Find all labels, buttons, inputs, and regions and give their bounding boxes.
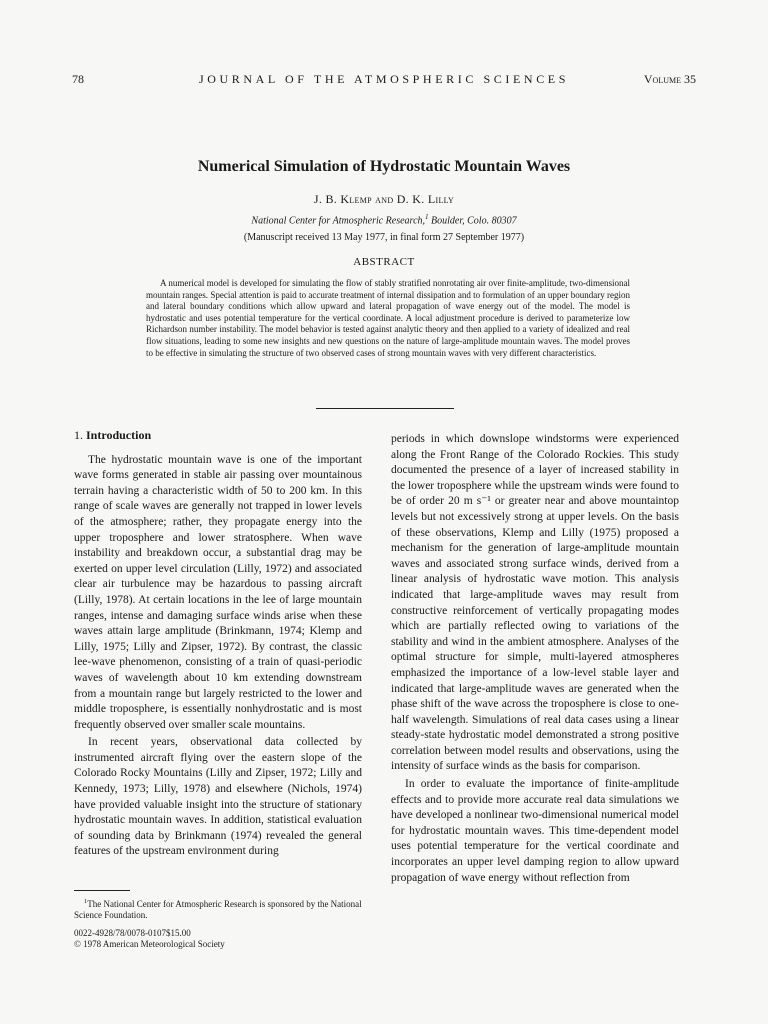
paragraph: In recent years, observational data collected by instrumented aircraft flying over the eastern slope of the Colorado Rocky Mountains (Lilly and Zipser, 1972; Lilly and Kennedy, 1973; Lilly, 1978) and elsewhere (Nichols, 1974) have provided valuable insight into the structure of stationary hydrostatic mountain waves. In addition, statistical evaluation of sounding data by Brinkmann (1974) revealed the general features of the upstream environment during: [74, 736, 362, 858]
affiliation-institution: National Center for Atmospheric Research,: [251, 215, 426, 227]
paper-title: Numerical Simulation of Hydrostatic Mountain Waves: [197, 158, 571, 175]
journal-name: JOURNAL OF THE ATMOSPHERIC SCIENCES: [198, 72, 570, 86]
manuscript-dates: (Manuscript received 13 May 1977, in final form 27 September 1977): [243, 232, 525, 243]
author-list: J. B. Klemp and D. K. Lilly: [313, 192, 455, 206]
section-heading: [74, 428, 362, 444]
affiliation: [0, 213, 768, 226]
footnote: [74, 896, 362, 921]
affiliation-footnote-mark: 1: [425, 213, 429, 221]
paragraph: periods in which downslope windstorms were experienced along the Front Range of the Colorado Rockies. This study documented the presence of a layer of increased stability in the lower troposphere while the upstream winds were found to be of order 20 m s⁻¹ or greater near and above mountaintop levels but not excessively strong at upper levels. On the basis of these observations, Klemp and Lilly (1975) proposed a mechanism for the generation of large-amplitude mountain waves and associated strong surface winds, derived from a linear analysis of hydrostatic wave motion. This analysis indicated that large-amplitude waves may result from constructive reinforcement of vertically propagating modes which are partially reflected owing to variations of the stability and wind in the ambient atmosphere. Analyses of the optimal structure for simple, multi-layered atmospheres emphasized the importance of a low-level stable layer and indicated that large-amplitude waves are generated when the phase shift of the wave across the troposphere is close to one-half wavelength. Simulations of real data cases using a linear steady-state hydrostatic model demonstrated a strong positive correlation between model results and observations, using the intensity of surface winds as the basis for comparison.: [391, 433, 679, 773]
affiliation-location: Boulder, Colo. 80307: [428, 215, 517, 227]
issn-code: 0022-4928/78/0078-0107$15.00: [74, 928, 191, 938]
section-title: Introduction: [86, 428, 152, 442]
paragraph: The hydrostatic mountain wave is one of the important wave forms generated in stable air passing over mountainous terrain having a characteristic width of 50 to 200 km. In this range of scale waves are generally not trapped in lower levels of the atmosphere; rather, they propagate energy into the upper troposphere and lower stratosphere. When wave instability and breakdown occur, a substantial drag may be exerted on upper level circulation (Lilly, 1972) and associated clear air turbulence may be hazardous to passing aircraft (Lilly, 1978). At certain locations in the lee of large mountain ranges, intense and damaging surface winds arise when these waves attain large amplitude (Brinkmann, 1974; Klemp and Lilly, 1975; Lilly and Zipser, 1972). By contrast, the classic lee-wave phenomenon, consisting of a train of quasi-periodic waves of wavelength about 10 km extending downstream from a mountain range but largely restricted to the lower and middle troposphere, is essentially nonhydrostatic and is most frequently observed over smaller scale mountains.: [74, 453, 362, 731]
paragraph: In order to evaluate the importance of finite-amplitude effects and to provide more accurate real data simulations we have developed a nonlinear two-dimensional numerical model for hydrostatic mountain waves. This time-dependent model uses potential temperature for the vertical coordinate and incorporates an upper level damping region to allow upward propagation of wave energy without reflection from: [391, 778, 679, 884]
abstract-text: A numerical model is developed for simulating the flow of stably stratified nonrotating air over finite-amplitude, two-dimensional mountain ranges. Special attention is paid to accurate treatment of internal dissipation and to formulation of an upper boundary region and lateral boundary conditions which allow upward and lateral propagation of wave energy out of the model. The model is hydrostatic and uses potential temperature for the vertical coordinate. A local adjustment procedure is derived to parameterize low Richardson number instability. The model behavior is tested against analytic theory and then applied to a variety of idealized and real flow situations, leading to some new insights and new questions on the nature of large-amplitude mountain waves. The model proves to be effective in simulating the structure of two observed cases of strong mountain waves with very different characteristics.: [146, 278, 630, 358]
left-column: [74, 428, 362, 860]
footnote-mark: 1: [84, 898, 88, 905]
running-head: [72, 72, 696, 88]
publication-info: [74, 928, 362, 950]
page-number: 78: [72, 72, 84, 86]
footnote-text: The National Center for Atmospheric Research is sponsored by the National Science Foundation.: [74, 899, 362, 920]
right-column: [391, 432, 679, 886]
section-number: 1.: [74, 428, 83, 442]
section-divider: [316, 408, 454, 409]
volume-label: Volume 35: [643, 72, 696, 86]
copyright-line: © 1978 American Meteorological Society: [74, 939, 225, 949]
abstract-heading: ABSTRACT: [353, 256, 415, 268]
footnote-divider: [74, 890, 130, 891]
